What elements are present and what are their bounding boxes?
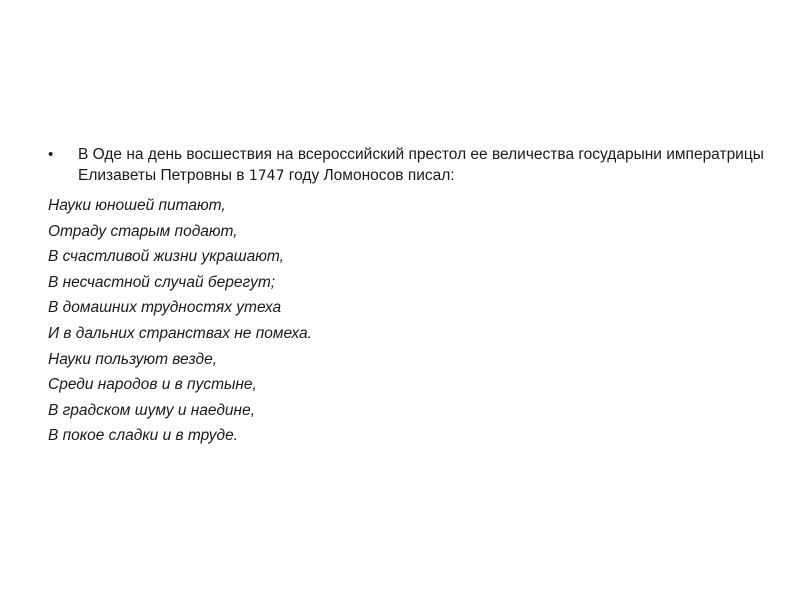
verse-line: В счастливой жизни украшают, bbox=[48, 248, 284, 266]
verse-line: Науки юношей питают, bbox=[48, 197, 226, 214]
slide-content bbox=[48, 144, 778, 449]
verse-line: В несчастной случай берегут; bbox=[48, 273, 276, 291]
verse-line: Науки пользуют везде, bbox=[48, 350, 218, 368]
verse-block bbox=[48, 193, 778, 449]
intro-text-start: В Оде на день восшествия на всероссийский престол ее величества государыни императрицы Елизаветы Петровны в bbox=[78, 146, 764, 184]
verse-line: В покое сладки и в труде. bbox=[48, 427, 238, 445]
bullet-icon: • bbox=[48, 146, 54, 163]
verse-line: В домашних трудностях утеха bbox=[48, 299, 282, 317]
intro-year: 1747 bbox=[248, 168, 285, 184]
verse-line: Отраду старым подают, bbox=[48, 222, 238, 240]
intro-paragraph bbox=[48, 144, 778, 187]
intro-text-end: году Ломоносов писал: bbox=[284, 167, 455, 184]
verse-line: В градском шуму и наедине, bbox=[48, 401, 256, 419]
verse-line: И в дальних странствах не помеха. bbox=[48, 324, 312, 342]
verse-line: Среди народов и в пустыне, bbox=[48, 376, 257, 394]
